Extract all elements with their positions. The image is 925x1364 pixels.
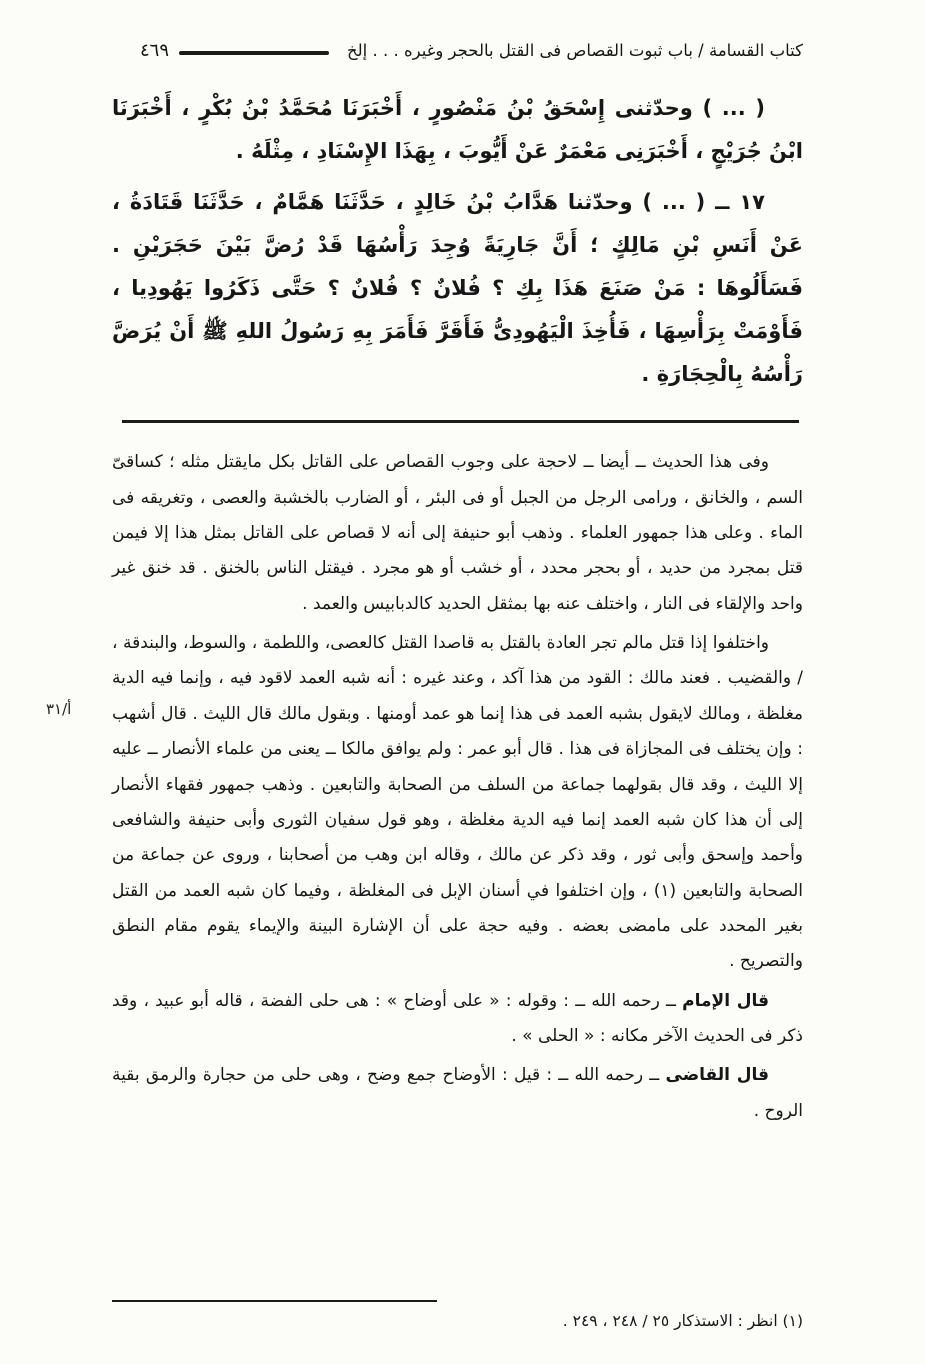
commentary-paragraph-4 <box>112 1058 803 1129</box>
speaker-label-imam: قال الإمام <box>682 990 769 1011</box>
commentary-paragraph-4-text: ــ رحمه الله ــ : قيل : الأوضاح جمع وضح ، وهى حلى من حجارة والرمق بقية الروح . <box>112 1065 803 1121</box>
footnote-section <box>112 1300 803 1330</box>
chapter-title: كتاب القسامة / باب ثبوت القصاص فى القتل بالحجر وغيره . . . إلخ <box>347 41 803 60</box>
hadith-paragraph-2: ١٧ ــ ( ... ) وحدّثنا هَدَّابُ بْنُ خَالِدٍ ، حَدَّثَنَا هَمَّامٌ ، حَدَّثَنَا قَتَادَةُ ، عَنْ أَنَسِ بْنِ مَالِكٍ ؛ أَنَّ جَارِيَةً وُجِدَ رَأْسُهَا قَدْ رُضَّ بَيْنَ حَجَرَيْنِ . فَسَأَلُوهَا : مَنْ صَنَعَ هَذَا بِكِ ؟ فُلانٌ ؟ فُلانٌ ؟ حَتَّى ذَكَرُوا يَهُودِيا ، فَأَوْمَتْ بِرَأْسِهَا ، فَأُخِذَ الْيَهُودِىُّ فَأَقَرَّ فَأَمَرَ بِهِ رَسُولُ اللهِ ﷺ أَنْ يُرَضَّ رَأْسُهُ بِالْحِجَارَةِ . <box>112 190 803 387</box>
hadith-paragraph-1: ( ... ) وحدّثنى إِسْحَقُ بْنُ مَنْصُورٍ ، أَخْبَرَنَا مُحَمَّدُ بْنُ بُكْرٍ ، أَخْبَرَنَا ابْنُ جُرَيْجٍ ، أَخْبَرَنِى مَعْمَرٌ عَنْ أَيُّوبَ ، بِهَذَا الإِسْنَادِ ، مِثْلَهُ . <box>112 96 803 164</box>
footnote-divider <box>112 1300 437 1302</box>
speaker-label-qadi: قال القاضى <box>665 1065 769 1086</box>
commentary-paragraph-1: وفى هذا الحديث ــ أيضا ــ لاحجة على وجوب القصاص على القاتل بكل مايقتل مثله ؛ كساقىّ السم ، والخانق ، ورامى الرجل من الجبل أو فى البئر ، أو الضارب بالخشبة والعصى ، وتغريقه فى الماء . وعلى هذا جمهور العلماء . وذهب أبو حنيفة إلى أنه لا قصاص على القاتل بمثل هذا إلا فيمن قتل بمجرد من حديد ، أو بحجر محدد ، أو خشب أو هو مجرد . فيقتل الناس بالخنق . قد خنق غير واحد والإلقاء فى النار ، واختلف عنه بها بمثقل الحديد كالدبابيس والعمد . <box>112 452 803 614</box>
folio-margin-note: أ/٣١ <box>46 700 72 718</box>
page-header <box>112 40 803 61</box>
commentary-paragraph-3-text: ــ رحمه الله ــ : وقوله : « على أوضاح » : هى حلى الفضة ، قاله أبو عبيد ، وقد ذكر فى الحديث الآخر مكانه : « الحلى » . <box>112 990 803 1047</box>
section-divider <box>122 420 799 423</box>
footnote-text: (١) انظر : الاستذكار ٢٥ / ٢٤٨ ، ٢٤٩ . <box>562 1312 803 1330</box>
commentary-paragraph-2: واختلفوا إذا قتل مالم تجر العادة بالقتل به قاصدا القتل كالعصى، واللطمة ، والسوط، والبندقة ، / والقضيب . فعند مالك : القود من هذا آكد ، وعند غيره : أنه شبه العمد لاقود فيه ، وإنما فيه الدية مغلظة ، ومالك لايقول بشبه العمد فى هذا إنما هو عمد أومنها . وبقول مالك قال الليث . قال أشهب : وإن يختلف فى المجازاة فى هذا . قال أبو عمر : ولم يوافق مالكا ــ يعنى من علماء الأنصار ــ عليه إلا الليث ، وقد قال بقولهما جماعة من السلف من الصحابة والتابعين . وذهب جمهور فقهاء الأنصار إلى أن هذا كان شبه العمد إنما فيه الدية مغلظة ، وهو قول سفيان الثورى وأبى حنيفة والشافعى وأحمد وإسحق وأبى ثور ، وقد ذكر عن مالك ، وقاله ابن وهب من أصحابنا ، وروى عن جماعة من الصحابة والتابعين (١) ، وإن اختلفوا في أسنان الإبل فى المغلظة ، وفيما كان شبه العمد من القتل بغير المحدد على مامضى بعضه . وفيه حجة على أن الإشارة البينة والإيماء يقوم مقام النطق والتصريح . <box>112 633 803 972</box>
page-number: ٤٦٩ <box>139 40 169 61</box>
header-rule-divider <box>179 51 329 55</box>
hadith-section <box>112 87 803 396</box>
commentary-section <box>112 445 803 1129</box>
commentary-paragraph-3 <box>112 984 803 1055</box>
